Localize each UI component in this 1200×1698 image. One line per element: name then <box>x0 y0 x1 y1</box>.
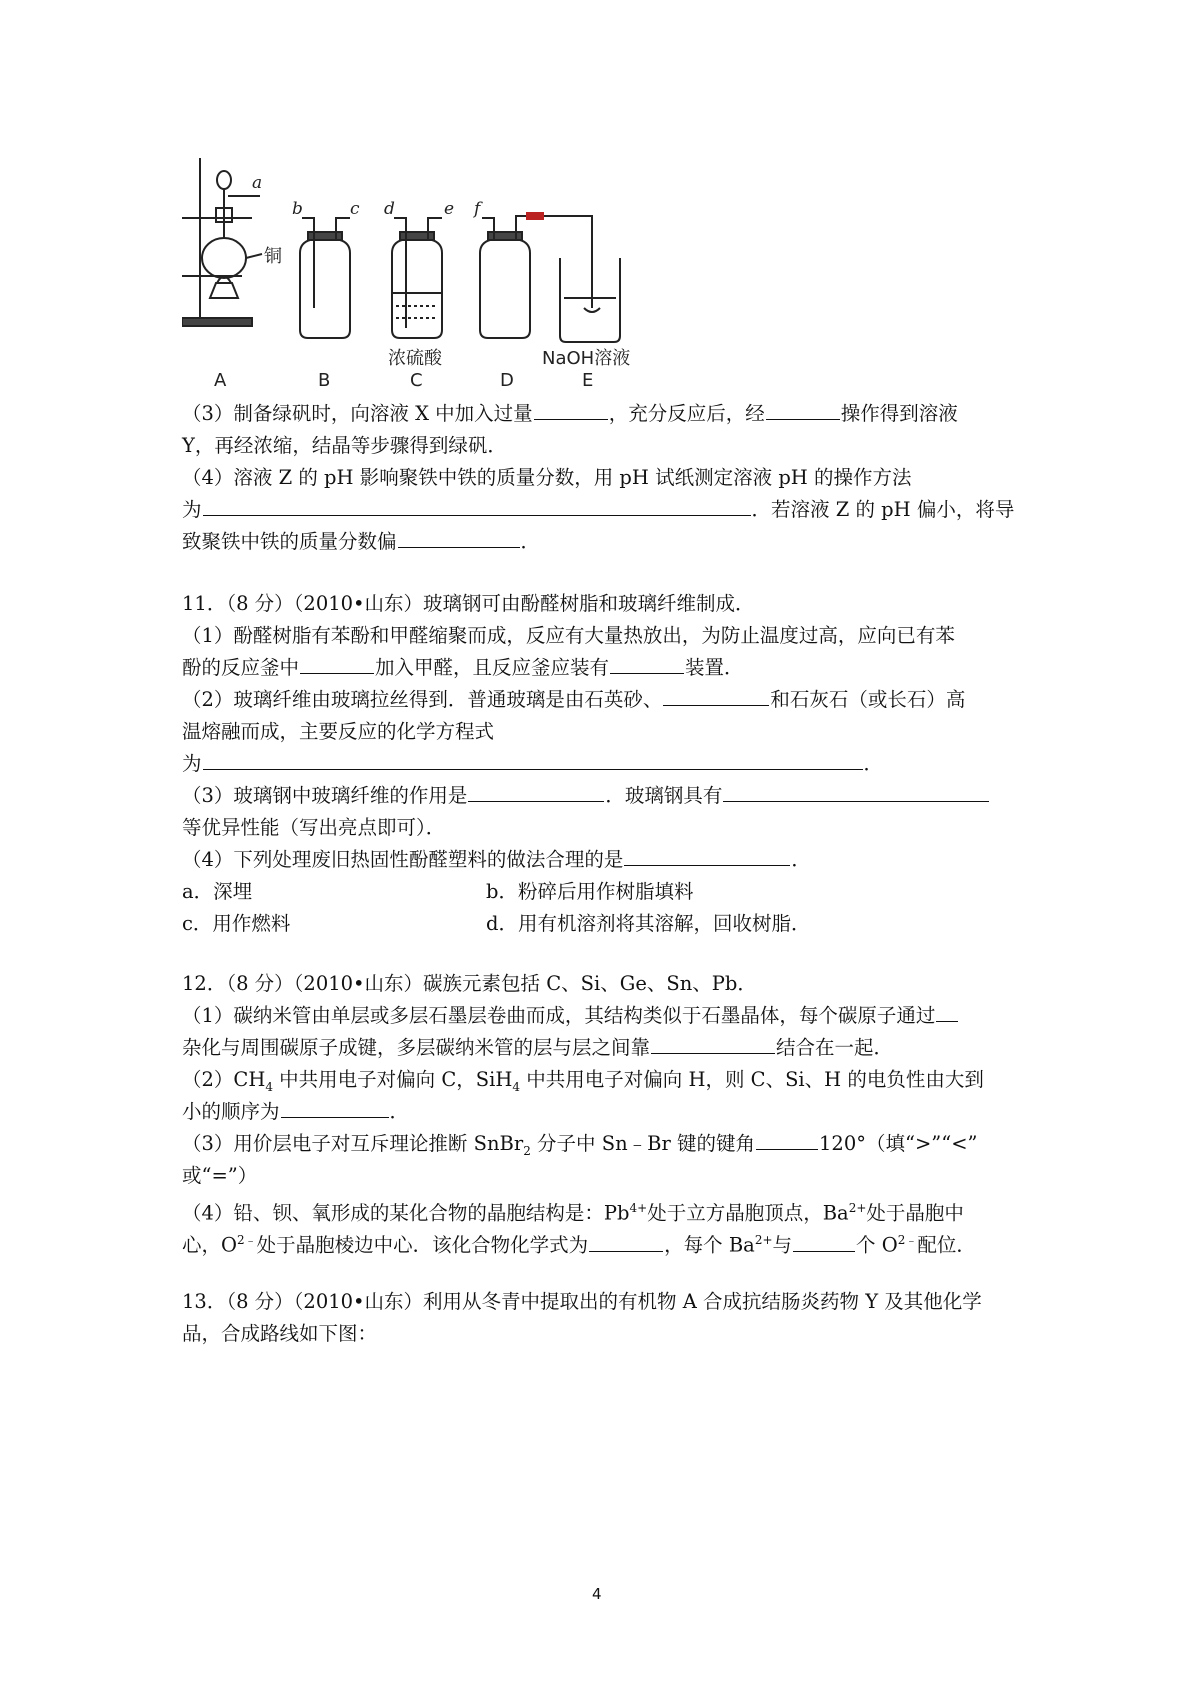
subscript: 2 <box>523 1143 531 1158</box>
text: （2）玻璃纤维由玻璃拉丝得到．普通玻璃是由石英砂、 <box>182 688 663 711</box>
text: 加入甲醛，且反应釜应装有 <box>375 656 610 679</box>
answer-blank[interactable] <box>766 399 840 420</box>
acid-label: 浓硫酸 <box>388 348 442 369</box>
q11-option-d: d．用有机溶剂将其溶解，回收树脂． <box>486 912 811 935</box>
answer-blank[interactable] <box>398 527 520 548</box>
q11-option-a: a．深埋 <box>182 880 253 903</box>
q11-part3-line2 <box>182 812 445 844</box>
text: （4）铅、钡、氧形成的某化合物的晶胞结构是：Pb <box>182 1201 630 1225</box>
text: ． <box>389 1100 410 1123</box>
text: 品，合成路线如下图： <box>182 1322 378 1345</box>
answer-blank[interactable] <box>203 495 751 516</box>
apparatus-c <box>392 218 442 338</box>
q11-option-c: c．用作燃料 <box>182 912 291 935</box>
apparatus-e <box>560 258 620 342</box>
apparatus-a <box>182 158 262 326</box>
label-a: A <box>214 370 227 388</box>
text: 小的顺序为 <box>182 1100 280 1123</box>
text: 处于晶胞中 <box>866 1201 964 1225</box>
text: 酚的反应釜中 <box>182 656 300 679</box>
tube-letter-e: e <box>444 199 455 219</box>
text: 个 O <box>856 1233 898 1257</box>
q11-part2-line1 <box>182 684 965 716</box>
text: 与 <box>772 1233 793 1257</box>
tube-letter-a: a <box>252 173 263 193</box>
text: 杂化与周围碳原子成键，多层碳纳米管的层与层之间靠 <box>182 1036 651 1059</box>
text: 11．（8 分）（2010•山东）玻璃钢可由酚醛树脂和玻璃纤维制成． <box>182 592 755 615</box>
subscript: 4 <box>265 1079 273 1094</box>
text: 或“=”） <box>182 1164 258 1187</box>
text: 装置． <box>685 656 744 679</box>
subscript: 4 <box>512 1079 521 1094</box>
apparatus-figure <box>182 158 682 388</box>
text: 处于立方晶胞顶点，Ba <box>647 1201 849 1225</box>
label-b: B <box>318 370 331 388</box>
q13-line2 <box>182 1318 377 1350</box>
q11-part2-line2 <box>182 716 494 748</box>
text: 结合在一起． <box>776 1036 894 1059</box>
text: （2）CH <box>182 1068 266 1091</box>
label-e: E <box>582 370 594 388</box>
text: 温熔融而成，主要反应的化学方程式 <box>182 720 495 743</box>
text: 致聚铁中铁的质量分数偏 <box>182 530 397 553</box>
text: （3）用价层电子对互斥理论推断 SnBr <box>182 1132 524 1155</box>
q11-part3-line1 <box>182 780 990 812</box>
answer-blank[interactable] <box>300 653 374 674</box>
page-number: 4 <box>592 1585 602 1603</box>
text: 12．（8 分）（2010•山东）碳族元素包括 C、Si、Ge、Sn、Pb． <box>182 972 757 995</box>
copper-label: 铜 <box>264 246 282 267</box>
text: Y，再经浓缩，结晶等步骤得到绿矾． <box>182 434 507 457</box>
text: ． <box>791 848 811 871</box>
q10-part4-line1 <box>182 462 912 494</box>
answer-blank[interactable] <box>651 1033 775 1054</box>
answer-blank[interactable] <box>936 1001 958 1022</box>
tube-letter-d: d <box>384 199 395 219</box>
q13-heading <box>182 1286 982 1318</box>
q11-heading <box>182 588 755 620</box>
tube-letter-b: b <box>292 199 303 219</box>
answer-blank[interactable] <box>756 1129 818 1150</box>
answer-blank[interactable] <box>723 781 989 802</box>
text: 为 <box>182 498 202 521</box>
text: ，充分反应后，经 <box>608 402 765 425</box>
q10-part4-line2 <box>182 494 1014 526</box>
q10-part3-line2 <box>182 430 507 462</box>
text: （3）玻璃钢中玻璃纤维的作用是 <box>182 784 468 807</box>
q11-part1-line2 <box>182 652 744 684</box>
tube-letter-c: c <box>350 199 360 219</box>
q12-part3-line1 <box>182 1128 978 1167</box>
answer-blank[interactable] <box>534 399 608 420</box>
answer-blank[interactable] <box>624 845 790 866</box>
q12-part3-line2 <box>182 1160 257 1192</box>
superscript: 4+ <box>629 1201 648 1215</box>
superscript: 2+ <box>754 1233 773 1247</box>
superscript: 2+ <box>848 1201 867 1215</box>
label-c: C <box>410 370 423 388</box>
q10-part3-line1 <box>182 398 958 430</box>
q11-option-b: b．粉碎后用作树脂填料 <box>486 880 694 903</box>
apparatus-b <box>300 218 350 338</box>
text: 心，O <box>182 1233 237 1257</box>
q11-part4-line1 <box>182 844 811 876</box>
text: 等优异性能（写出亮点即可）． <box>182 816 446 839</box>
text: （1）酚醛树脂有苯酚和甲醛缩聚而成，反应有大量热放出，为防止温度过高，应向已有苯 <box>182 624 955 647</box>
text: 操作得到溶液 <box>840 402 958 425</box>
text: （4）下列处理废旧热固性酚醛塑料的做法合理的是 <box>182 848 624 871</box>
answer-blank[interactable] <box>589 1231 663 1252</box>
text: 120°（填“>”“<” <box>819 1132 978 1155</box>
superscript: 2﹣ <box>237 1233 257 1247</box>
tube-letter-f: f <box>474 199 481 219</box>
text: 处于晶胞棱边中心．该化合物化学式为 <box>256 1233 589 1257</box>
q12-part4-line2 <box>182 1224 976 1262</box>
text: ． <box>863 752 884 775</box>
q11-part2-line3 <box>182 748 883 780</box>
q12-part2-line2 <box>182 1096 409 1128</box>
text: ．若溶液 Z 的 pH 偏小，将导 <box>751 498 1015 521</box>
answer-blank[interactable] <box>281 1097 389 1118</box>
q11-part1-line1 <box>182 620 955 652</box>
apparatus-d <box>480 216 592 338</box>
answer-blank[interactable] <box>663 685 769 706</box>
text: 中共用电子对偏向 C，SiH <box>272 1068 513 1091</box>
answer-blank[interactable] <box>203 749 863 770</box>
q10-part4-line3 <box>182 526 540 558</box>
text: ． <box>520 530 541 553</box>
q12-heading <box>182 968 757 1000</box>
rubber-connector <box>526 212 544 220</box>
q12-part1-line1 <box>182 1000 959 1032</box>
answer-blank[interactable] <box>610 653 684 674</box>
text: （1）碳纳米管由单层或多层石墨层卷曲而成，其结构类似于石墨晶体，每个碳原子通过 <box>182 1004 936 1027</box>
naoh-label: NaOH溶液 <box>542 348 631 369</box>
answer-blank[interactable] <box>468 781 604 802</box>
text: 中共用电子对偏向 H，则 C、Si、H 的电负性由大到 <box>520 1068 984 1091</box>
text: 和石灰石（或长石）高 <box>770 688 966 711</box>
text: （3）制备绿矾时，向溶液 X 中加入过量 <box>182 402 533 425</box>
text: （4）溶液 Z 的 pH 影响聚铁中铁的质量分数，用 pH 试纸测定溶液 pH 的操作方法 <box>182 466 912 489</box>
answer-blank[interactable] <box>793 1231 855 1252</box>
text: 13．（8 分）（2010•山东）利用从冬青中提取出的有机物 A 合成抗结肠炎药物 Y 及其他化学 <box>182 1290 982 1313</box>
text: 为 <box>182 752 202 775</box>
text: 配位． <box>917 1233 976 1257</box>
superscript: 2﹣ <box>897 1233 918 1247</box>
text: ，每个 Ba <box>664 1233 755 1257</box>
text: ．玻璃钢具有 <box>605 784 723 807</box>
label-d: D <box>500 370 514 388</box>
text: 分子中 Sn﹣Br 键的键角 <box>530 1132 755 1155</box>
q12-part1-line2 <box>182 1032 893 1064</box>
